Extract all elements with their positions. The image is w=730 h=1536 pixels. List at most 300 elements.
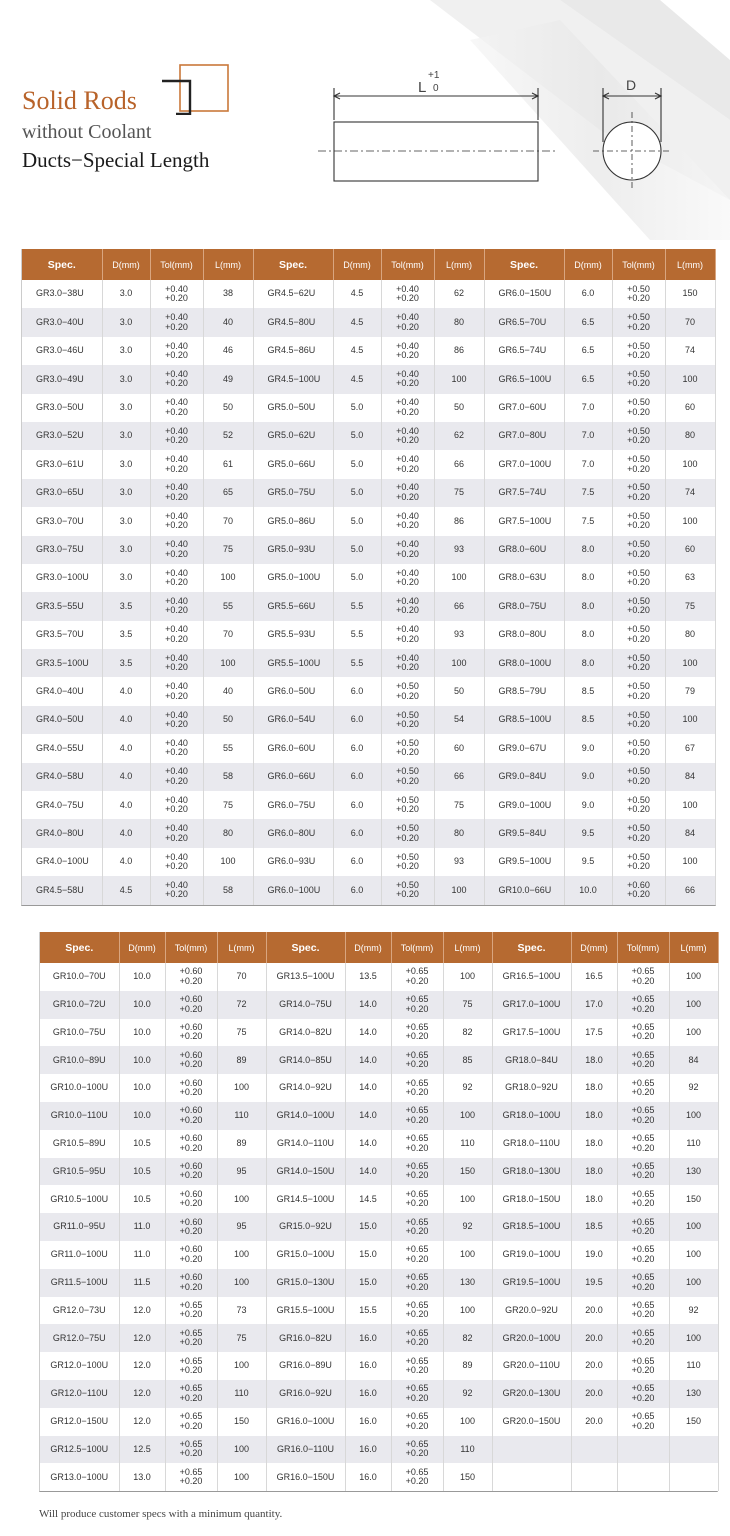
tolerance-upper: +0.40 bbox=[165, 652, 188, 663]
spec-cell: GR14.0−92U bbox=[266, 1074, 345, 1102]
tolerance-upper: +0.65 bbox=[405, 1327, 429, 1338]
tolerance-lower: +0.20 bbox=[165, 719, 188, 730]
tolerance-lower: +0.20 bbox=[405, 1059, 429, 1070]
tolerance-cell bbox=[381, 677, 434, 705]
length-cell: 84 bbox=[665, 819, 715, 847]
length-cell: 95 bbox=[217, 1158, 266, 1186]
length-cell: 55 bbox=[203, 592, 253, 620]
diameter-cell: 3.0 bbox=[102, 337, 150, 365]
tolerance-lower: +0.20 bbox=[396, 463, 419, 474]
length-cell: 66 bbox=[434, 592, 484, 620]
spec-cell: GR16.0−82U bbox=[266, 1324, 345, 1352]
table-row bbox=[40, 1130, 718, 1158]
diameter-cell: 10.5 bbox=[119, 1130, 165, 1158]
tolerance-cell bbox=[617, 991, 669, 1019]
diameter-cell: 10.5 bbox=[119, 1185, 165, 1213]
tolerance-cell bbox=[391, 1102, 443, 1130]
tolerance-upper: +0.40 bbox=[396, 454, 419, 465]
spec-cell: GR10.0−89U bbox=[40, 1046, 119, 1074]
tolerance-lower: +0.20 bbox=[179, 1003, 203, 1014]
spec-cell: GR18.0−150U bbox=[492, 1185, 571, 1213]
tolerance-upper: +0.65 bbox=[179, 1383, 203, 1394]
tolerance-lower: +0.20 bbox=[405, 1114, 429, 1125]
diameter-cell: 16.0 bbox=[345, 1408, 391, 1436]
spec-cell: GR20.0−110U bbox=[492, 1352, 571, 1380]
length-cell: 50 bbox=[203, 394, 253, 422]
tolerance-lower: +0.20 bbox=[165, 775, 188, 786]
col-header-spec: Spec. bbox=[22, 249, 102, 280]
tolerance-upper: +0.60 bbox=[179, 1133, 203, 1144]
length-cell: 50 bbox=[203, 706, 253, 734]
length-cell: 130 bbox=[669, 1158, 718, 1186]
tolerance-lower: +0.20 bbox=[627, 690, 650, 701]
diameter-cell: 7.0 bbox=[564, 422, 612, 450]
length-cell: 100 bbox=[443, 1102, 492, 1130]
tolerance-cell bbox=[612, 479, 665, 507]
tolerance-upper: +0.50 bbox=[627, 794, 650, 805]
diameter-cell: 7.5 bbox=[564, 479, 612, 507]
tolerance-cell bbox=[612, 564, 665, 592]
length-cell: 100 bbox=[443, 1297, 492, 1325]
tolerance-lower: +0.20 bbox=[627, 548, 650, 559]
diameter-cell: 9.0 bbox=[564, 734, 612, 762]
tolerance-upper: +0.40 bbox=[165, 283, 188, 294]
table-row bbox=[22, 394, 715, 422]
tolerance-upper: +0.65 bbox=[631, 994, 655, 1005]
tolerance-lower: +0.20 bbox=[405, 1476, 429, 1487]
spec-cell: GR4.5−58U bbox=[22, 876, 102, 904]
tolerance-cell bbox=[381, 394, 434, 422]
diameter-label: D bbox=[626, 77, 637, 93]
tolerance-lower: +0.20 bbox=[165, 491, 188, 502]
tolerance-lower: +0.20 bbox=[631, 1087, 655, 1098]
tolerance-lower: +0.20 bbox=[396, 435, 419, 446]
tolerance-cell bbox=[617, 1241, 669, 1269]
tolerance-upper: +0.65 bbox=[405, 994, 429, 1005]
diameter-cell: 3.0 bbox=[102, 280, 150, 308]
tolerance-lower: +0.20 bbox=[165, 406, 188, 417]
tolerance-lower: +0.20 bbox=[631, 1170, 655, 1181]
tolerance-upper: +0.50 bbox=[627, 823, 650, 834]
spec-cell: GR20.0−92U bbox=[492, 1297, 571, 1325]
table-row bbox=[40, 1380, 718, 1408]
tolerance-lower: +0.20 bbox=[405, 1142, 429, 1153]
tolerance-upper: +0.50 bbox=[396, 766, 419, 777]
tolerance-cell bbox=[150, 564, 203, 592]
length-cell: 62 bbox=[434, 280, 484, 308]
spec-cell: GR19.5−100U bbox=[492, 1269, 571, 1297]
tolerance-cell bbox=[150, 450, 203, 478]
tolerance-upper: +0.60 bbox=[179, 1049, 203, 1060]
tolerance-cell bbox=[612, 394, 665, 422]
diameter-cell: 8.0 bbox=[564, 649, 612, 677]
spec-cell: GR3.5−70U bbox=[22, 621, 102, 649]
table-row bbox=[22, 876, 715, 904]
tolerance-upper: +0.40 bbox=[165, 879, 188, 890]
tolerance-upper: +0.60 bbox=[179, 1188, 203, 1199]
length-cell: 70 bbox=[665, 308, 715, 336]
tolerance-lower: +0.20 bbox=[631, 1031, 655, 1042]
table-row bbox=[22, 848, 715, 876]
col-header-spec: Spec. bbox=[266, 932, 345, 963]
spec-cell bbox=[492, 1436, 571, 1464]
length-cell: 80 bbox=[434, 308, 484, 336]
diameter-cell: 10.0 bbox=[119, 1102, 165, 1130]
length-cell: 80 bbox=[434, 819, 484, 847]
tolerance-cell bbox=[612, 365, 665, 393]
length-cell: 63 bbox=[665, 564, 715, 592]
diameter-cell: 4.5 bbox=[333, 308, 381, 336]
col-header-spec: Spec. bbox=[492, 932, 571, 963]
spec-cell: GR7.5−100U bbox=[484, 507, 564, 535]
diameter-cell: 4.0 bbox=[102, 734, 150, 762]
diameter-cell: 4.5 bbox=[333, 337, 381, 365]
tolerance-upper: +0.65 bbox=[631, 1272, 655, 1283]
tolerance-lower: +0.20 bbox=[627, 520, 650, 531]
tolerance-lower: +0.20 bbox=[405, 1170, 429, 1181]
tolerance-cell bbox=[165, 963, 217, 991]
diameter-cell: 18.0 bbox=[571, 1185, 617, 1213]
tolerance-cell bbox=[165, 1213, 217, 1241]
diameter-cell: 8.5 bbox=[564, 677, 612, 705]
col-header-spec: Spec. bbox=[40, 932, 119, 963]
tolerance-upper: +0.60 bbox=[179, 1216, 203, 1227]
tolerance-upper: +0.65 bbox=[405, 1216, 429, 1227]
diameter-cell: 5.5 bbox=[333, 592, 381, 620]
spec-cell: GR5.0−62U bbox=[253, 422, 333, 450]
length-cell: 100 bbox=[217, 1241, 266, 1269]
diameter-cell: 5.0 bbox=[333, 422, 381, 450]
table-header-row bbox=[22, 249, 715, 280]
length-cell: 66 bbox=[434, 763, 484, 791]
table-row bbox=[40, 991, 718, 1019]
tolerance-lower: +0.20 bbox=[179, 1281, 203, 1292]
tolerance-cell bbox=[381, 479, 434, 507]
tolerance-lower: +0.20 bbox=[396, 406, 419, 417]
tolerance-lower: +0.20 bbox=[396, 633, 419, 644]
spec-cell: GR14.0−85U bbox=[266, 1046, 345, 1074]
tolerance-lower: +0.20 bbox=[179, 1309, 203, 1320]
tolerance-lower: +0.20 bbox=[165, 662, 188, 673]
tolerance-cell bbox=[391, 1297, 443, 1325]
length-cell: 75 bbox=[665, 592, 715, 620]
spec-cell: GR5.0−75U bbox=[253, 479, 333, 507]
diameter-cell: 20.0 bbox=[571, 1408, 617, 1436]
tolerance-cell bbox=[617, 963, 669, 991]
tolerance-upper: +0.40 bbox=[396, 368, 419, 379]
length-cell: 86 bbox=[434, 337, 484, 365]
tolerance-cell bbox=[391, 1074, 443, 1102]
spec-cell: GR12.0−110U bbox=[40, 1380, 119, 1408]
tolerance-cell bbox=[165, 1074, 217, 1102]
tolerance-lower: +0.20 bbox=[631, 1059, 655, 1070]
tolerance-lower: +0.20 bbox=[396, 605, 419, 616]
diameter-cell: 5.5 bbox=[333, 621, 381, 649]
diameter-cell: 18.0 bbox=[571, 1074, 617, 1102]
length-cell: 75 bbox=[217, 1019, 266, 1047]
diameter-cell: 9.0 bbox=[564, 791, 612, 819]
table-row bbox=[22, 734, 715, 762]
tolerance-lower: +0.20 bbox=[179, 1476, 203, 1487]
diameter-cell: 11.5 bbox=[119, 1269, 165, 1297]
tolerance-upper: +0.65 bbox=[631, 1161, 655, 1172]
tolerance-cell bbox=[165, 1185, 217, 1213]
tolerance-cell bbox=[165, 1158, 217, 1186]
length-cell: 100 bbox=[443, 963, 492, 991]
tolerance-lower: +0.20 bbox=[631, 1226, 655, 1237]
tolerance-upper: +0.65 bbox=[631, 966, 655, 977]
spec-cell: GR18.0−130U bbox=[492, 1158, 571, 1186]
spec-cell: GR16.5−100U bbox=[492, 963, 571, 991]
diameter-cell: 4.0 bbox=[102, 677, 150, 705]
diameter-cell: 15.0 bbox=[345, 1269, 391, 1297]
spec-cell: GR6.0−60U bbox=[253, 734, 333, 762]
tolerance-upper: +0.40 bbox=[396, 510, 419, 521]
tolerance-lower: +0.20 bbox=[627, 719, 650, 730]
tolerance-cell bbox=[381, 337, 434, 365]
spec-cell: GR7.0−100U bbox=[484, 450, 564, 478]
tolerance-lower: +0.20 bbox=[165, 889, 188, 900]
spec-cell: GR4.5−86U bbox=[253, 337, 333, 365]
spec-cell: GR6.0−100U bbox=[253, 876, 333, 904]
spec-cell: GR5.0−93U bbox=[253, 536, 333, 564]
length-cell: 100 bbox=[217, 1074, 266, 1102]
diameter-cell: 9.5 bbox=[564, 848, 612, 876]
tolerance-upper: +0.65 bbox=[631, 1327, 655, 1338]
length-cell: 75 bbox=[203, 536, 253, 564]
tolerance-upper: +0.65 bbox=[405, 1244, 429, 1255]
length-cell: 95 bbox=[217, 1213, 266, 1241]
spec-cell: GR10.0−100U bbox=[40, 1074, 119, 1102]
tolerance-lower: +0.20 bbox=[405, 1448, 429, 1459]
length-cell: 80 bbox=[203, 819, 253, 847]
tolerance-lower: +0.20 bbox=[627, 349, 650, 360]
tolerance-lower: +0.20 bbox=[165, 690, 188, 701]
title-line-3: Ducts−Special Length bbox=[22, 148, 210, 172]
spec-cell: GR8.0−75U bbox=[484, 592, 564, 620]
tolerance-cell bbox=[150, 308, 203, 336]
diameter-cell: 14.0 bbox=[345, 1019, 391, 1047]
tolerance-lower: +0.20 bbox=[179, 1226, 203, 1237]
spec-cell: GR8.0−63U bbox=[484, 564, 564, 592]
col-header-d: D(mm) bbox=[564, 249, 612, 280]
length-cell: 110 bbox=[669, 1130, 718, 1158]
spec-cell: GR3.0−52U bbox=[22, 422, 102, 450]
tolerance-upper: +0.65 bbox=[405, 1105, 429, 1116]
spec-cell: GR6.0−50U bbox=[253, 677, 333, 705]
tolerance-cell bbox=[612, 819, 665, 847]
spec-cell: GR16.0−92U bbox=[266, 1380, 345, 1408]
tolerance-cell bbox=[612, 450, 665, 478]
length-cell: 93 bbox=[434, 848, 484, 876]
tolerance-cell bbox=[381, 791, 434, 819]
spec-cell: GR6.0−54U bbox=[253, 706, 333, 734]
length-cell: 100 bbox=[217, 1269, 266, 1297]
tolerance-cell bbox=[150, 422, 203, 450]
table-row bbox=[40, 1269, 718, 1297]
spec-cell: GR14.5−100U bbox=[266, 1185, 345, 1213]
spec-cell: GR4.0−80U bbox=[22, 819, 102, 847]
table-row bbox=[40, 1185, 718, 1213]
tolerance-upper: +0.40 bbox=[396, 624, 419, 635]
tolerance-cell bbox=[612, 621, 665, 649]
diameter-cell: 6.0 bbox=[333, 819, 381, 847]
tolerance-cell bbox=[617, 1158, 669, 1186]
tolerance-lower: +0.20 bbox=[165, 804, 188, 815]
tolerance-lower: +0.20 bbox=[179, 1087, 203, 1098]
diameter-cell bbox=[571, 1436, 617, 1464]
diameter-cell: 3.0 bbox=[102, 479, 150, 507]
tolerance-cell bbox=[150, 621, 203, 649]
table-row bbox=[22, 592, 715, 620]
spec-cell: GR5.0−66U bbox=[253, 450, 333, 478]
spec-cell: GR3.0−75U bbox=[22, 536, 102, 564]
tolerance-lower: +0.20 bbox=[165, 832, 188, 843]
table-row bbox=[22, 536, 715, 564]
length-cell: 60 bbox=[665, 536, 715, 564]
diameter-cell: 9.0 bbox=[564, 763, 612, 791]
spec-table-2 bbox=[39, 932, 718, 1492]
spec-cell: GR9.0−84U bbox=[484, 763, 564, 791]
diameter-cell bbox=[571, 1463, 617, 1491]
length-cell: 55 bbox=[203, 734, 253, 762]
tolerance-lower: +0.20 bbox=[631, 1337, 655, 1348]
spec-cell: GR8.0−60U bbox=[484, 536, 564, 564]
diameter-cell: 10.0 bbox=[119, 1046, 165, 1074]
length-cell: 100 bbox=[434, 564, 484, 592]
diameter-cell: 4.0 bbox=[102, 763, 150, 791]
diameter-cell: 14.0 bbox=[345, 1158, 391, 1186]
diameter-cell: 10.0 bbox=[119, 1074, 165, 1102]
tolerance-cell bbox=[612, 337, 665, 365]
tolerance-upper: +0.40 bbox=[165, 397, 188, 408]
tolerance-lower: +0.20 bbox=[627, 775, 650, 786]
length-cell: 92 bbox=[669, 1074, 718, 1102]
tolerance-lower: +0.20 bbox=[627, 662, 650, 673]
tolerance-lower: +0.20 bbox=[396, 775, 419, 786]
tolerance-cell bbox=[391, 1130, 443, 1158]
length-cell: 40 bbox=[203, 677, 253, 705]
spec-cell: GR18.0−92U bbox=[492, 1074, 571, 1102]
tolerance-lower: +0.20 bbox=[165, 435, 188, 446]
tolerance-cell bbox=[612, 507, 665, 535]
tolerance-upper: +0.50 bbox=[627, 681, 650, 692]
spec-cell: GR14.0−75U bbox=[266, 991, 345, 1019]
table-row bbox=[40, 1019, 718, 1047]
tolerance-cell bbox=[391, 1352, 443, 1380]
tolerance-upper: +0.50 bbox=[396, 709, 419, 720]
tolerance-lower: +0.20 bbox=[179, 1142, 203, 1153]
diameter-cell: 19.0 bbox=[571, 1241, 617, 1269]
spec-cell: GR5.0−50U bbox=[253, 394, 333, 422]
table-row bbox=[22, 677, 715, 705]
length-cell: 150 bbox=[669, 1408, 718, 1436]
diameter-cell: 8.0 bbox=[564, 621, 612, 649]
table-row bbox=[22, 621, 715, 649]
tolerance-upper: +0.40 bbox=[165, 823, 188, 834]
diameter-cell: 3.0 bbox=[102, 308, 150, 336]
tolerance-cell bbox=[165, 1130, 217, 1158]
length-cell: 100 bbox=[665, 649, 715, 677]
tolerance-lower: +0.20 bbox=[627, 633, 650, 644]
col-header-d: D(mm) bbox=[345, 932, 391, 963]
spec-cell: GR4.5−62U bbox=[253, 280, 333, 308]
length-cell: 100 bbox=[217, 1352, 266, 1380]
col-header-spec: Spec. bbox=[253, 249, 333, 280]
diameter-cell: 5.0 bbox=[333, 507, 381, 535]
length-cell: 73 bbox=[217, 1297, 266, 1325]
diameter-cell: 18.5 bbox=[571, 1213, 617, 1241]
length-cell: 89 bbox=[443, 1352, 492, 1380]
length-cell: 62 bbox=[434, 422, 484, 450]
diameter-cell: 3.5 bbox=[102, 649, 150, 677]
tolerance-lower: +0.20 bbox=[631, 1365, 655, 1376]
tolerance-upper: +0.40 bbox=[165, 482, 188, 493]
diameter-cell: 6.5 bbox=[564, 308, 612, 336]
table-row bbox=[40, 1046, 718, 1074]
length-cell: 52 bbox=[203, 422, 253, 450]
spec-cell: GR16.0−100U bbox=[266, 1408, 345, 1436]
tolerance-lower: +0.20 bbox=[631, 1309, 655, 1320]
diameter-cell: 16.0 bbox=[345, 1324, 391, 1352]
diameter-cell: 10.0 bbox=[119, 963, 165, 991]
tolerance-cell bbox=[165, 1324, 217, 1352]
tolerance-cell bbox=[391, 1463, 443, 1491]
tolerance-lower: +0.20 bbox=[179, 1170, 203, 1181]
tolerance-cell bbox=[381, 365, 434, 393]
spec-cell: GR10.5−95U bbox=[40, 1158, 119, 1186]
length-cell: 75 bbox=[434, 791, 484, 819]
tolerance-upper: +0.40 bbox=[165, 368, 188, 379]
tolerance-cell bbox=[612, 791, 665, 819]
diameter-cell: 10.0 bbox=[119, 991, 165, 1019]
length-cell: 84 bbox=[669, 1046, 718, 1074]
length-cell: 89 bbox=[217, 1046, 266, 1074]
length-cell: 110 bbox=[217, 1380, 266, 1408]
tolerance-cell bbox=[165, 1297, 217, 1325]
tolerance-cell bbox=[612, 280, 665, 308]
tolerance-cell bbox=[165, 1046, 217, 1074]
col-header-tol: Tol(mm) bbox=[617, 932, 669, 963]
length-cell: 100 bbox=[669, 963, 718, 991]
diameter-cell: 14.5 bbox=[345, 1185, 391, 1213]
table-row bbox=[40, 963, 718, 991]
title-line-1: Solid Rods bbox=[22, 86, 137, 115]
spec-cell: GR10.5−100U bbox=[40, 1185, 119, 1213]
tolerance-upper: +0.40 bbox=[396, 567, 419, 578]
tolerance-cell bbox=[150, 592, 203, 620]
col-header-d: D(mm) bbox=[119, 932, 165, 963]
tolerance-upper: +0.50 bbox=[627, 368, 650, 379]
tolerance-cell bbox=[612, 677, 665, 705]
tolerance-upper: +0.40 bbox=[165, 596, 188, 607]
col-header-d: D(mm) bbox=[571, 932, 617, 963]
tolerance-upper: +0.65 bbox=[405, 1133, 429, 1144]
diameter-cell: 6.0 bbox=[564, 280, 612, 308]
spec-cell: GR6.0−80U bbox=[253, 819, 333, 847]
tolerance-cell bbox=[381, 308, 434, 336]
tolerance-lower: +0.20 bbox=[627, 861, 650, 871]
tolerance-lower: +0.20 bbox=[405, 1337, 429, 1348]
tolerance-upper: +0.50 bbox=[627, 851, 650, 862]
spec-cell: GR20.0−150U bbox=[492, 1408, 571, 1436]
tolerance-cell bbox=[150, 706, 203, 734]
tolerance-lower: +0.20 bbox=[405, 975, 429, 986]
tolerance-cell bbox=[165, 991, 217, 1019]
spec-cell: GR14.0−100U bbox=[266, 1102, 345, 1130]
length-cell: 92 bbox=[443, 1074, 492, 1102]
tolerance-upper: +0.40 bbox=[396, 283, 419, 294]
